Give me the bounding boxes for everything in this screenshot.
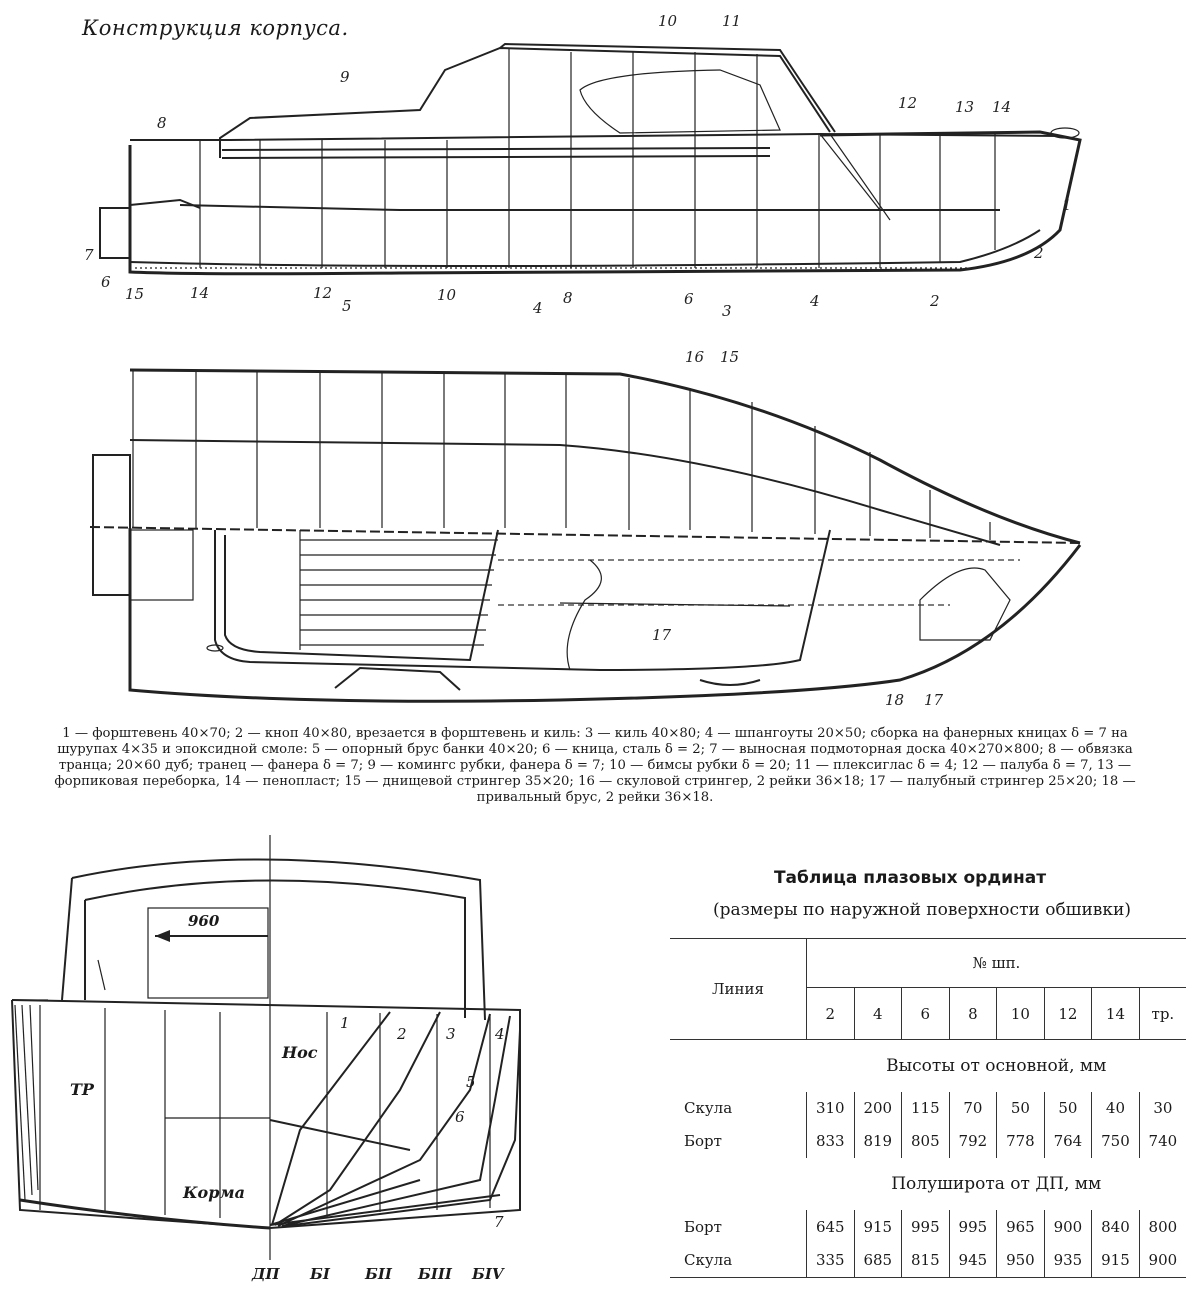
svg-text:6: 6 bbox=[101, 273, 111, 291]
buttock-dp: ДП bbox=[252, 1265, 280, 1283]
svg-text:3: 3 bbox=[722, 302, 732, 320]
table-cell: 50 bbox=[997, 1092, 1045, 1125]
table-cell: 335 bbox=[807, 1243, 855, 1277]
label-korma: Корма bbox=[183, 1183, 245, 1202]
legend-item: 15 — днищевой стрингер 35×20; bbox=[344, 774, 579, 789]
table-cell: 40 bbox=[1092, 1092, 1140, 1125]
row-label: Борт bbox=[684, 1132, 722, 1151]
legend-item: 13 — форпиковая переборка, bbox=[54, 758, 1132, 789]
body-plan-view bbox=[12, 835, 520, 1260]
legend-item: 3 — киль 40×80; bbox=[584, 726, 705, 741]
page-title: Конструкция корпуса. bbox=[82, 16, 349, 40]
svg-text:17: 17 bbox=[924, 691, 944, 709]
legend-item: 9 — комингс рубки, фанера δ = 7; bbox=[367, 758, 610, 773]
legend-item: 1 — форштевень 40×70; bbox=[62, 726, 235, 741]
legend-item: 17 — палубный стрингер 25×20; bbox=[868, 774, 1102, 789]
svg-text:14: 14 bbox=[992, 98, 1012, 116]
svg-text:8: 8 bbox=[563, 289, 573, 307]
col-10: 10 bbox=[997, 988, 1045, 1040]
table-cell: 900 bbox=[1044, 1210, 1092, 1243]
legend-item: 8 — обвязка транца; 20×60 дуб; транец — фанера δ = 7; bbox=[58, 742, 1133, 773]
row-label: Скула bbox=[684, 1099, 733, 1118]
legend-item: 11 — плексиглас δ = 4; bbox=[794, 758, 962, 773]
legend-item: 16 — скуловой стрингер, 2 рейки 36×18; bbox=[578, 774, 869, 789]
col-6: 6 bbox=[902, 988, 950, 1040]
table-cell: 115 bbox=[902, 1092, 950, 1125]
svg-text:6: 6 bbox=[684, 290, 694, 308]
dimension-960: 960 bbox=[188, 912, 220, 930]
section-heights bbox=[670, 1040, 1186, 1092]
svg-text:12: 12 bbox=[313, 284, 333, 302]
table-cell: 915 bbox=[854, 1210, 902, 1243]
table-title: Таблица плазовых ординат bbox=[773, 868, 1047, 888]
legend-item: 6 — кница, сталь δ = 2; bbox=[542, 742, 710, 757]
svg-text:18: 18 bbox=[885, 691, 905, 709]
table-cell: 995 bbox=[902, 1210, 950, 1243]
svg-text:8: 8 bbox=[157, 114, 167, 132]
station-3: 3 bbox=[446, 1025, 456, 1043]
table-cell: 900 bbox=[1139, 1243, 1186, 1277]
svg-text:7: 7 bbox=[84, 246, 94, 264]
table-row bbox=[670, 1125, 1186, 1158]
svg-text:5: 5 bbox=[342, 297, 352, 315]
station-7: 7 bbox=[494, 1213, 504, 1231]
table-row bbox=[670, 1243, 1186, 1277]
station-5: 5 bbox=[466, 1073, 476, 1091]
table-cell: 30 bbox=[1139, 1092, 1186, 1125]
plan-view bbox=[90, 348, 1080, 709]
table-cell: 945 bbox=[949, 1243, 997, 1277]
col-2: 2 bbox=[807, 988, 855, 1040]
col-14: 14 bbox=[1092, 988, 1140, 1040]
svg-text:12: 12 bbox=[898, 94, 918, 112]
table-cell: 935 bbox=[1044, 1243, 1092, 1277]
buttock-b2: БII bbox=[365, 1265, 392, 1283]
col-12: 12 bbox=[1044, 988, 1092, 1040]
svg-text:2: 2 bbox=[1034, 244, 1044, 262]
table-cell: 778 bbox=[997, 1125, 1045, 1158]
svg-text:10: 10 bbox=[658, 12, 678, 30]
table-cell: 792 bbox=[949, 1125, 997, 1158]
legend bbox=[40, 726, 1150, 806]
svg-text:1: 1 bbox=[1062, 196, 1072, 214]
row-label: Борт bbox=[684, 1217, 722, 1236]
buttock-b4: БIV bbox=[472, 1265, 504, 1283]
label-tr: ТР bbox=[70, 1080, 94, 1099]
table-cell: 310 bbox=[807, 1092, 855, 1125]
legend-item: 18 — привальный брус, 2 рейки 36×18. bbox=[476, 774, 1136, 805]
legend-item: 7 — выносная подмоторная доска 40×270×800; bbox=[709, 742, 1048, 757]
station-1: 1 bbox=[340, 1014, 350, 1032]
legend-item: 14 — пенопласт; bbox=[224, 774, 345, 789]
row-label: Скула bbox=[684, 1251, 733, 1270]
ordinates-table bbox=[670, 938, 1186, 1278]
table-cell: 645 bbox=[807, 1210, 855, 1243]
table-subtitle: (размеры по наружной поверхности обшивки) bbox=[713, 900, 1131, 920]
legend-item: 12 — палуба δ = 7, bbox=[961, 758, 1097, 773]
section-heights-title: Высоты от основной, мм bbox=[886, 1055, 1107, 1076]
station-4: 4 bbox=[495, 1025, 505, 1043]
table-cell: 800 bbox=[1139, 1210, 1186, 1243]
table-cell: 950 bbox=[997, 1243, 1045, 1277]
table-cell: 740 bbox=[1139, 1125, 1186, 1158]
table-row bbox=[670, 1210, 1186, 1243]
svg-text:9: 9 bbox=[340, 68, 350, 86]
svg-text:4: 4 bbox=[533, 299, 543, 317]
column-header-line: Линия bbox=[712, 980, 764, 998]
svg-text:4: 4 bbox=[810, 292, 820, 310]
buttock-b3: БIII bbox=[418, 1265, 452, 1283]
table-cell: 750 bbox=[1092, 1125, 1140, 1158]
station-2: 2 bbox=[397, 1025, 407, 1043]
col-4: 4 bbox=[854, 988, 902, 1040]
legend-item: 5 — опорный брус банки 40×20; bbox=[311, 742, 543, 757]
table-cell: 965 bbox=[997, 1210, 1045, 1243]
table-cell: 50 bbox=[1044, 1092, 1092, 1125]
table-cell: 805 bbox=[902, 1125, 950, 1158]
table-cell: 764 bbox=[1044, 1125, 1092, 1158]
table-cell: 833 bbox=[807, 1125, 855, 1158]
table-cell: 200 bbox=[854, 1092, 902, 1125]
svg-text:15: 15 bbox=[125, 285, 145, 303]
table-cell: 815 bbox=[902, 1243, 950, 1277]
svg-text:14: 14 bbox=[190, 284, 210, 302]
station-6: 6 bbox=[455, 1108, 465, 1126]
table-header-row bbox=[670, 939, 1186, 988]
col-8: 8 bbox=[949, 988, 997, 1040]
svg-text:13: 13 bbox=[955, 98, 975, 116]
section-halfbreadths-title: Полуширота от ДП, мм bbox=[891, 1174, 1102, 1195]
legend-item: 2 — кноп 40×80, врезается в форштевень и киль: bbox=[234, 726, 585, 741]
table-cell: 915 bbox=[1092, 1243, 1140, 1277]
table-row bbox=[670, 1092, 1186, 1125]
col-tr: тр. bbox=[1139, 988, 1186, 1040]
buttock-b1: БI bbox=[310, 1265, 330, 1283]
column-header-frames: № шп. bbox=[807, 939, 1187, 988]
svg-text:17: 17 bbox=[652, 626, 672, 644]
svg-text:16: 16 bbox=[685, 348, 705, 366]
table-cell: 840 bbox=[1092, 1210, 1140, 1243]
svg-text:11: 11 bbox=[722, 12, 742, 30]
svg-text:10: 10 bbox=[437, 286, 457, 304]
profile-view bbox=[84, 12, 1080, 320]
section-halfbreadths bbox=[670, 1158, 1186, 1210]
svg-text:2: 2 bbox=[930, 292, 940, 310]
table-cell: 685 bbox=[854, 1243, 902, 1277]
svg-text:15: 15 bbox=[720, 348, 740, 366]
table-cell: 819 bbox=[854, 1125, 902, 1158]
table-cell: 995 bbox=[949, 1210, 997, 1243]
label-nos: Нос bbox=[282, 1043, 318, 1062]
legend-item: 4 — шпангоуты 20×50; сборка на фанерных кницах δ = 7 на шурупах 4×35 и эпоксидной смоле: bbox=[57, 726, 1128, 757]
legend-item: 10 — бимсы рубки δ = 20; bbox=[609, 758, 795, 773]
table-cell: 70 bbox=[949, 1092, 997, 1125]
